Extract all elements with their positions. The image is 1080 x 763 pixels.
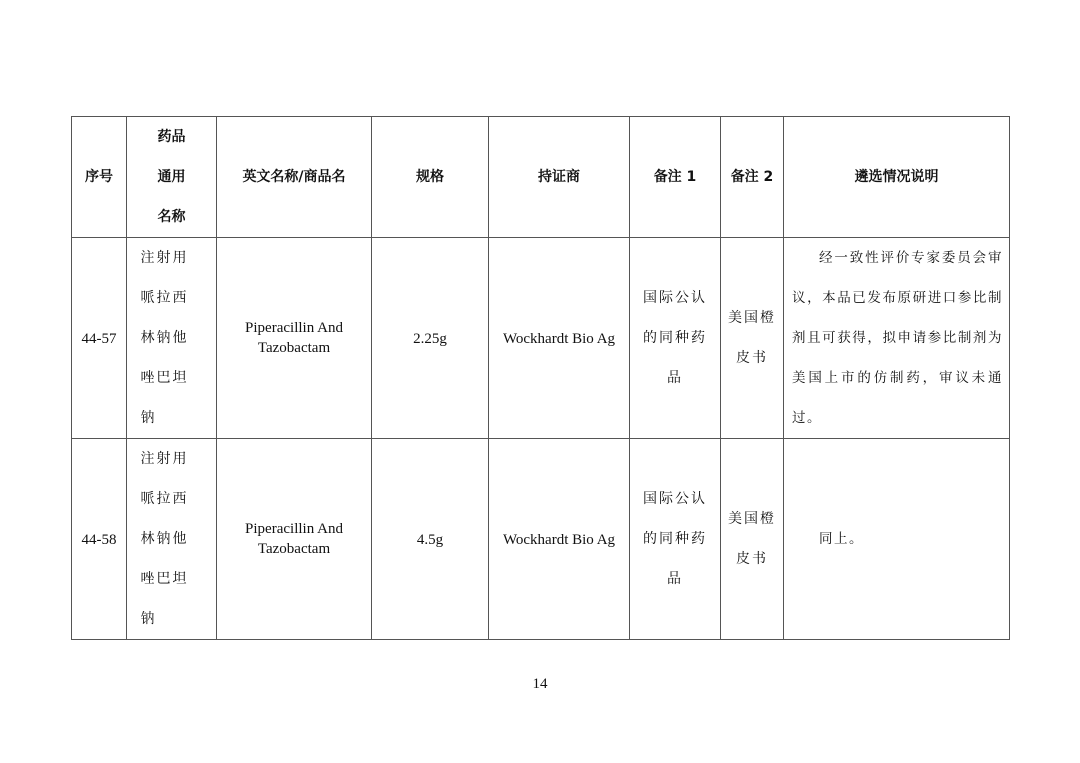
cell-note1: 国际公认的同种药品 (630, 238, 721, 439)
cell-seq: 44-57 (72, 238, 127, 439)
header-note1: 备注 1 (630, 117, 721, 238)
header-generic-name: 药品通用名称 (127, 117, 217, 238)
header-seq: 序号 (72, 117, 127, 238)
cell-note2: 美国橙皮书 (721, 238, 784, 439)
cell-generic-name: 注射用哌拉西林钠他唑巴坦钠 (127, 439, 217, 640)
cell-spec: 4.5g (372, 439, 489, 640)
header-note2: 备注 2 (721, 117, 784, 238)
english-name-line1: Piperacillin And (245, 521, 343, 537)
cell-english-name (217, 238, 372, 439)
reference-drug-table (71, 116, 1010, 640)
table-row (72, 439, 1010, 640)
page-number: 14 (532, 676, 548, 692)
english-name-line2: Tazobactam (257, 541, 331, 557)
cell-holder: Wockhardt Bio Ag (489, 439, 630, 640)
cell-english-name (217, 439, 372, 640)
english-name-line1: Piperacillin And (245, 320, 343, 336)
cell-note2: 美国橙皮书 (721, 439, 784, 640)
cell-note1: 国际公认的同种药品 (630, 439, 721, 640)
table-header-row (72, 117, 1010, 238)
cell-holder: Wockhardt Bio Ag (489, 238, 630, 439)
cell-description: 经一致性评价专家委员会审议，本品已发布原研进口参比制剂且可获得，拟申请参比制剂为美国上市的仿制药，审议未通过。 (784, 238, 1010, 439)
english-name-line2: Tazobactam (257, 340, 331, 356)
table-row (72, 238, 1010, 439)
header-description: 遴选情况说明 (784, 117, 1010, 238)
cell-spec: 2.25g (372, 238, 489, 439)
header-spec: 规格 (372, 117, 489, 238)
cell-description: 同上。 (784, 439, 1010, 640)
header-english-name: 英文名称/商品名 (217, 117, 372, 238)
header-holder: 持证商 (489, 117, 630, 238)
cell-generic-name: 注射用哌拉西林钠他唑巴坦钠 (127, 238, 217, 439)
cell-seq: 44-58 (72, 439, 127, 640)
